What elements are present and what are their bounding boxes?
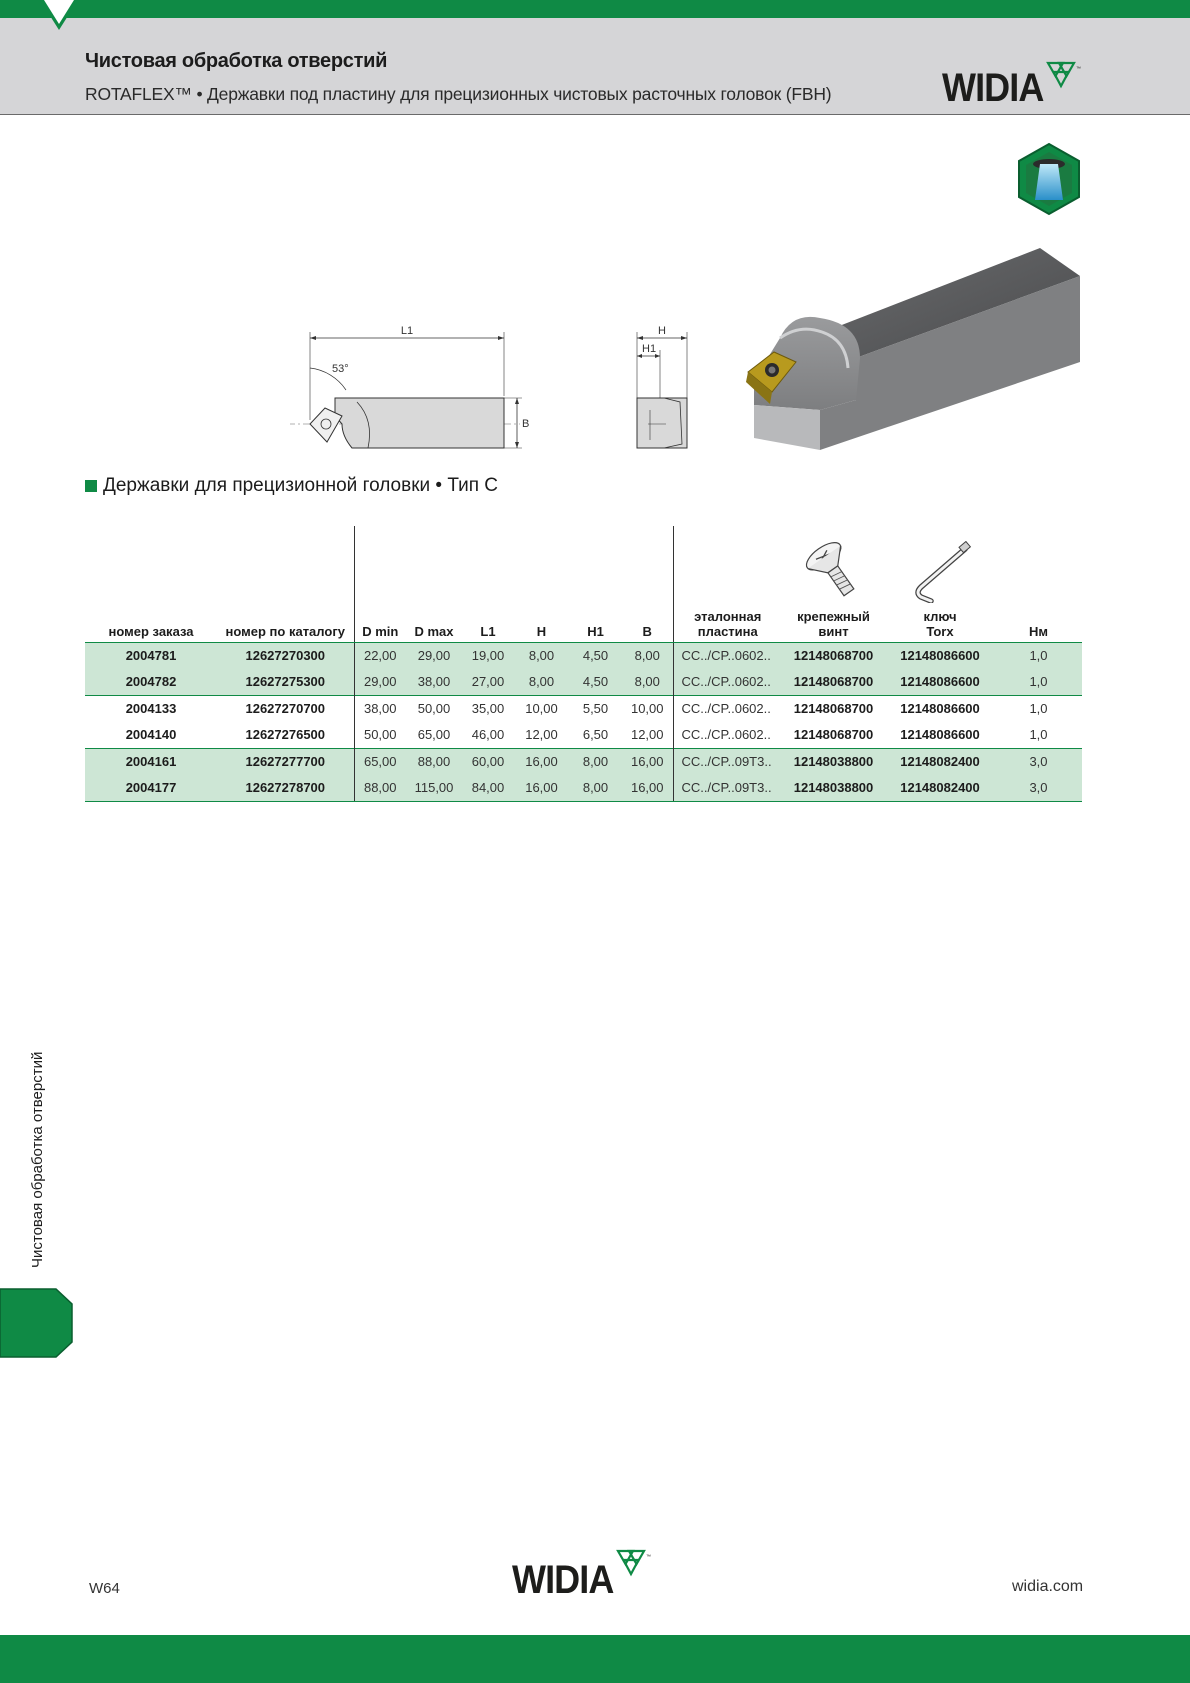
- col-catalog-no: номер по каталогу: [217, 526, 354, 642]
- col-insert-line1: эталонная: [694, 608, 762, 624]
- col-screw-line2: винт: [818, 623, 849, 639]
- holder-end-view-drawing: [620, 320, 700, 455]
- table-row: 2004781 12627270300 22,00 29,00 19,00 8,00 4,50 8,00 CC../CP..0602.. 12148068700 12148086600 1,0: [85, 642, 1082, 669]
- col-screw: [782, 526, 885, 642]
- header-logo-text: WIDIA: [942, 66, 1044, 110]
- dim-b-label: B: [522, 418, 530, 430]
- col-dmin: D min: [354, 526, 406, 642]
- col-key-line1: ключ: [923, 608, 957, 624]
- page-number: W64: [89, 1580, 120, 1597]
- header-notch-inner: [44, 0, 74, 24]
- col-insert-line2: пластина: [697, 623, 758, 639]
- col-b: B: [622, 526, 673, 642]
- section-title: [85, 475, 498, 497]
- website-link[interactable]: widia.com: [1012, 1578, 1084, 1595]
- footer-logo: [512, 1548, 652, 1608]
- dim-l1-label: L1: [400, 325, 414, 337]
- dim-angle-label: 53°: [332, 363, 349, 375]
- boring-operation-icon: [1016, 142, 1082, 216]
- col-h: H: [514, 526, 569, 642]
- page-title: Чистовая обработка отверстий: [85, 50, 388, 72]
- page-subtitle: ROTAFLEX™ • Державки под пластину для прецизионных чистовых расточных головок (FBH): [85, 84, 832, 104]
- col-nm: Нм: [995, 526, 1082, 642]
- table-row: 2004133 12627270700 38,00 50,00 35,00 10,00 5,50 10,00 CC../CP..0602.. 12148068700 12148086600 1,0: [85, 695, 1082, 722]
- section-bullet-icon: [85, 480, 97, 492]
- svg-text:™: ™: [1076, 66, 1081, 72]
- col-l1: L1: [462, 526, 514, 642]
- col-screw-line1: крепежный: [797, 608, 870, 624]
- section-title-text: Державки для прецизионной головки • Тип С: [103, 475, 499, 496]
- toolholder-3d-icon: [740, 240, 1085, 455]
- col-key: [885, 526, 995, 642]
- bottom-green-bar: [0, 1635, 1190, 1683]
- col-dmax: D max: [406, 526, 462, 642]
- col-key-line2: Torx: [926, 623, 954, 639]
- torx-key-icon: [907, 541, 973, 603]
- table-row: 2004161 12627277700 65,00 88,00 60,00 16,00 8,00 16,00 CC../CP..09T3.. 12148038800 12148082400 3,0: [85, 748, 1082, 775]
- col-h1: H1: [569, 526, 622, 642]
- svg-text:™: ™: [646, 1554, 651, 1560]
- header-logo: [942, 52, 1082, 112]
- side-section-tab: [0, 1288, 74, 1358]
- table-row: 2004782 12627275300 29,00 38,00 27,00 8,00 4,50 8,00 CC../CP..0602.. 12148068700 12148086600 1,0: [85, 669, 1082, 696]
- side-section-label: Чистовая обработка отверстий: [29, 1051, 46, 1268]
- dim-h-label: H: [658, 325, 666, 337]
- footer-logo-text: WIDIA: [512, 1558, 614, 1602]
- top-green-bar: [0, 0, 1190, 18]
- col-insert: [673, 526, 782, 642]
- holder-side-view-drawing: [290, 320, 540, 455]
- table-row: 2004177 12627278700 88,00 115,00 84,00 16,00 8,00 16,00 CC../CP..09T3.. 12148038800 12148082400 3,0: [85, 775, 1082, 802]
- widia-logo-icon: [616, 1548, 654, 1578]
- col-order-no: номер заказа: [85, 526, 217, 642]
- dim-h1-label: H1: [642, 343, 657, 355]
- widia-logo-icon: [1046, 60, 1084, 90]
- screw-icon: [799, 539, 869, 603]
- holder-spec-table: [85, 526, 1082, 802]
- page-header: [0, 18, 1190, 115]
- table-row: 2004140 12627276500 50,00 65,00 46,00 12,00 6,50 12,00 CC../CP..0602.. 12148068700 12148086600 1,0: [85, 722, 1082, 749]
